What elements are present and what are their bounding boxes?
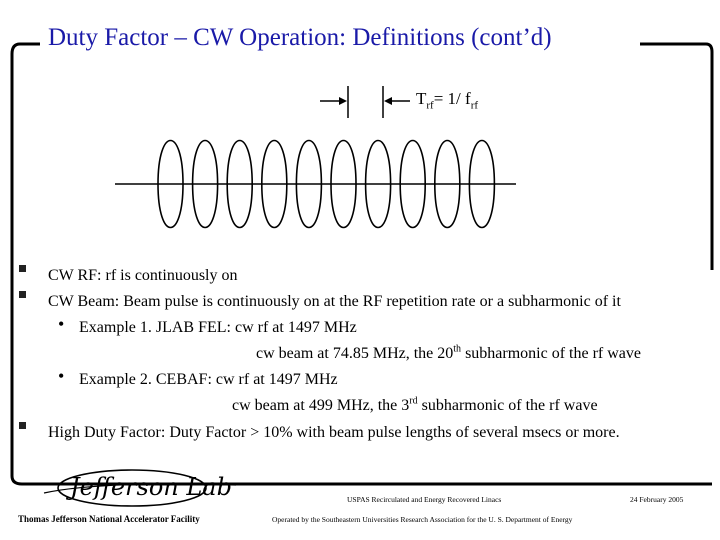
bullet-cw-beam: CW Beam: Beam pulse is continuously on at the RF repetition rate or a subharmonic of it xyxy=(48,293,621,310)
footer-course: USPAS Recirculated and Energy Recovered Linacs xyxy=(347,495,502,504)
jefferson-lab-logo xyxy=(40,463,240,511)
bullet-square-icon xyxy=(19,265,26,272)
bullet-high-duty-factor: High Duty Factor: Duty Factor > 10% with beam pulse lengths of several msecs or more. xyxy=(48,424,620,441)
footer-facility: Thomas Jefferson National Accelerator Facility xyxy=(18,514,200,524)
footer-date: 24 February 2005 xyxy=(630,495,684,504)
bullet-cw-rf: CW RF: rf is continuously on xyxy=(48,267,238,284)
bullet-example-1-detail: cw beam at 74.85 MHz, the 20th subharmonic of the rf wave xyxy=(256,343,641,362)
bullet-example-2-detail: cw beam at 499 MHz, the 3rd subharmonic of the rf wave xyxy=(232,395,598,414)
period-arrowhead-right xyxy=(384,97,392,105)
bullet-example-2: Example 2. CEBAF: cw rf at 1497 MHz xyxy=(79,371,338,388)
footer-operator: Operated by the Southeastern Universities Research Association for the U. S. Department of Energy xyxy=(272,515,573,524)
logo-text: Jefferson Lab xyxy=(70,473,232,501)
bullet-square-icon xyxy=(19,422,26,429)
slide-title: Duty Factor – CW Operation: Definitions (cont’d) xyxy=(42,24,558,52)
period-arrowhead-left xyxy=(339,97,347,105)
bullet-example-1: Example 1. JLAB FEL: cw rf at 1497 MHz xyxy=(79,319,357,336)
bullet-dot-icon: • xyxy=(58,314,65,334)
bullet-square-icon xyxy=(19,291,26,298)
bullet-dot-icon: • xyxy=(58,366,65,386)
period-label: $T_{rf}= 1/$ $f_{rf}$ xyxy=(416,89,479,112)
